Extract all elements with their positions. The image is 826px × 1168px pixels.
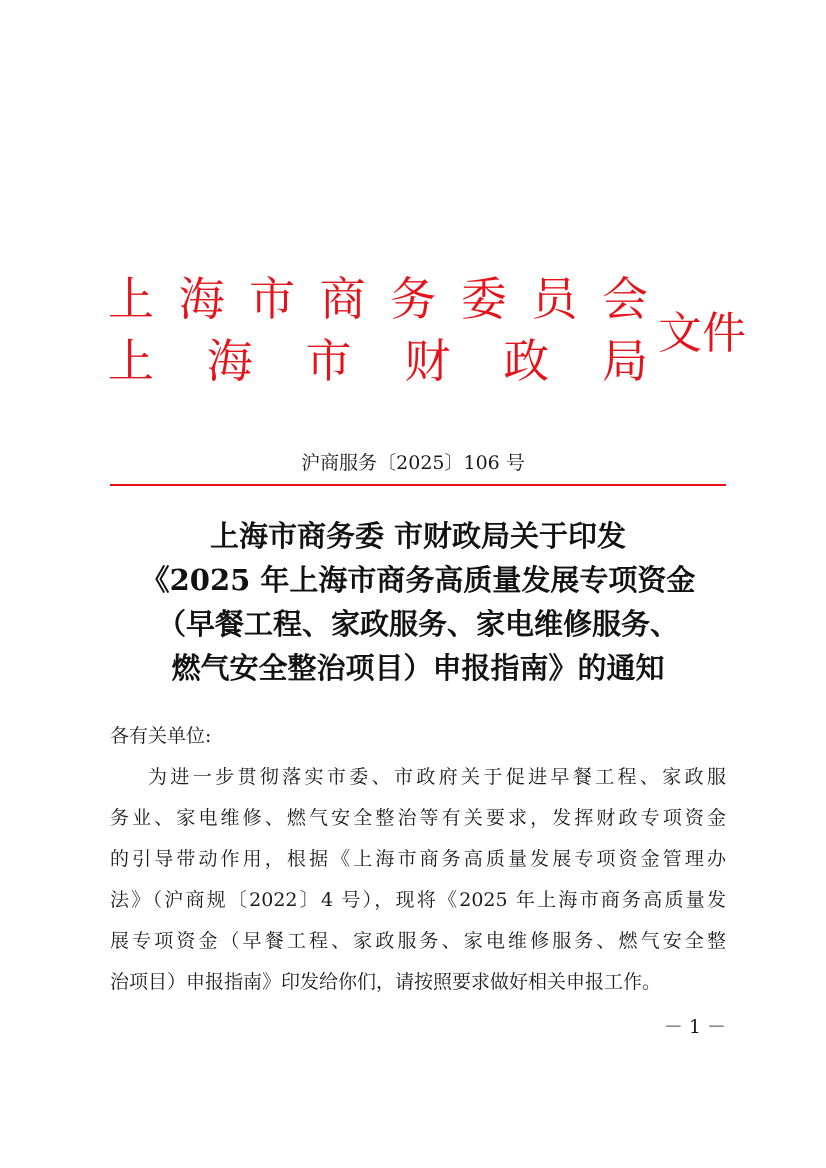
issuer-names: [108, 268, 648, 392]
title-line: 《2025 年上海市商务高质量发展专项资金: [140, 563, 696, 597]
issuer-char: 员: [531, 272, 578, 326]
paragraph-line: 法》（沪商规〔2022〕4 号），现将《2025 年上海市商务高质量发: [110, 889, 726, 911]
document-body: [110, 716, 726, 1003]
title-line: （早餐工程、家政服务、家电维修服务、: [156, 607, 679, 641]
title-line: 上海市商务委 市财政局关于印发: [209, 519, 627, 553]
paragraph-line: 展专项资金（早餐工程、家政服务、家电维修服务、燃气安全整: [110, 930, 726, 952]
issuer-char: 务: [390, 272, 437, 326]
issuer-char: 商: [319, 272, 366, 326]
issuer-char: 海: [178, 272, 225, 326]
issuer-char: 政: [503, 334, 550, 388]
issuer-char: 上: [108, 272, 154, 326]
salutation: 各有关单位:: [110, 725, 212, 747]
title-line: 燃气安全整治项目）申报指南》的通知: [171, 651, 665, 685]
issuer-char: 委: [460, 272, 507, 326]
paragraph-line: 为进一步贯彻落实市委、市政府关于促进早餐工程、家政服: [148, 766, 726, 788]
document-title: [110, 514, 726, 690]
issuer-char: 上: [108, 334, 154, 388]
issuer-char: 财: [404, 334, 451, 388]
issuer-char: 局: [601, 334, 648, 388]
document-number: 沪商服务〔2025〕106 号: [301, 452, 525, 474]
red-separator-line: [110, 484, 726, 486]
paragraph-line: 务业、家电维修、燃气安全整治等有关要求，发挥财政专项资金: [110, 807, 726, 829]
issuer-commerce-commission: [108, 268, 648, 330]
paragraph-line: 治项目）申报指南》印发给你们，请按照要求做好相关申报工作。: [110, 971, 662, 993]
issuer-char: 海: [206, 334, 253, 388]
page-number: － 1 －: [663, 1016, 726, 1038]
letterhead-suffix: 文件: [658, 308, 746, 359]
paragraph-line: 的引导带动作用，根据《上海市商务高质量发展专项资金管理办: [110, 848, 726, 870]
issuer-finance-bureau: [108, 330, 648, 392]
issuer-char: 市: [249, 272, 296, 326]
issuer-char: 会: [601, 272, 648, 326]
issuer-char: 市: [305, 334, 352, 388]
